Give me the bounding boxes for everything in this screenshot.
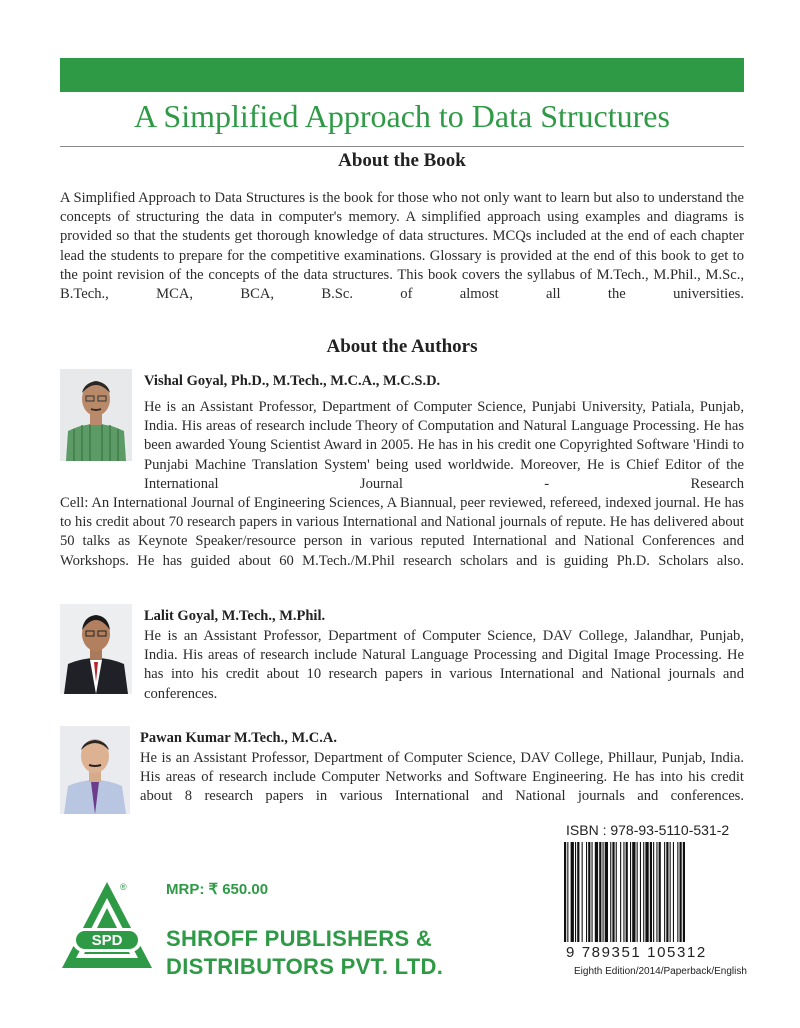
barcode-bar (680, 842, 682, 942)
barcode-bar (571, 842, 574, 942)
barcode-bar (577, 842, 579, 942)
barcode-bar (595, 842, 598, 942)
publisher-name-line1: SHROFF PUBLISHERS & (166, 926, 433, 951)
barcode-bar (626, 842, 628, 942)
about-book-text: A Simplified Approach to Data Structures is the book for those who not only want to learn but also to understand the concepts of structuring the data in computer's memory. A simplified approach using examples and diagrams is provided so that the students get thorough knowledge of data structures. MCQs included at the end of each chapter lead the students to prepare for the competitive examinations. Glossary is provided at the end of this book to get to the point revision of the concepts of the data structures. This book covers the syllabus of M.Tech., M.Phil., M.Sc., B.Tech., MCA, BCA, B.Sc. of almost all the universities. (60, 190, 744, 303)
barcode-digits: 9 789351 105312 (566, 944, 707, 961)
about-book-heading: About the Book (338, 150, 466, 171)
author-photo-lalit (60, 604, 132, 694)
barcode-bar (599, 842, 601, 942)
barcode-bar (656, 842, 657, 942)
barcode-bar (659, 842, 661, 942)
isbn-label: ISBN : 978-93-5110-531-2 (566, 822, 730, 838)
barcode-bar (586, 842, 587, 942)
barcode-bar (683, 842, 685, 942)
barcode-bar (616, 842, 617, 942)
author-1-portrait-icon (60, 369, 132, 461)
author-bio-vishal-part2: Cell: An International Journal of Engineering Sciences, A Biannual, peer reviewed, refereed, indexed journal. He has to his credit about 70 research papers in various International and National journals of repute. He has delivered about 50 talks as Keynote Speaker/resource person in various reputed International and National Conferences and Workshops. He has guided about 60 M.Tech./M.Phil research scholars and is guiding Ph.D. Scholars also. (60, 495, 744, 569)
author-name-pawan: Pawan Kumar M.Tech., M.C.A. (140, 730, 337, 746)
about-authors-heading: About the Authors (326, 336, 478, 357)
author-photo-pawan (60, 726, 130, 814)
registered-mark: ® (120, 882, 127, 892)
author-photo-vishal (60, 369, 132, 461)
barcode-bar (567, 842, 568, 942)
barcode-icon (560, 842, 748, 946)
barcode-bar (575, 842, 576, 942)
price-label: MRP: ₹ 650.00 (166, 881, 269, 898)
author-bio-lalit: He is an Assistant Professor, Department of Computer Science, DAV College, Jalandhar, Punjab, India. His areas of research include Natural Language Processing and Digital Image Processing. He has into his credit about 10 research papers in various International and National journals and conferences. (144, 628, 744, 702)
barcode-bar (637, 842, 638, 942)
barcode-bar (673, 842, 674, 942)
barcode-bar (603, 842, 604, 942)
barcode-bar (650, 842, 652, 942)
barcode-bar (643, 842, 644, 942)
barcode-bar (670, 842, 671, 942)
author-bio-vishal-part1: He is an Assistant Professor, Department of Computer Science, Punjabi University, Patiala, Punjab, India. His areas of research include Theory of Computation and Natural Language Processing. He has been awarded Young Scientist Award in 2005. He has in his credit one Copyrighted Software 'Hindi to Punjabi Machine Translation System' being used worldwide. Moreover, He is Chief Editor of the International Journal - Research (144, 399, 744, 492)
title-divider (60, 146, 744, 147)
author-bio-pawan: He is an Assistant Professor, Department of Computer Science, DAV College, Phillaur, Punjab, India. His areas of research include Computer Networks and Software Engineering. He has into his credit about 8 research papers in various International and National journals and conferences. (140, 750, 744, 805)
author-name-vishal: Vishal Goyal, Ph.D., M.Tech., M.C.A., M.C.S.D. (144, 373, 441, 389)
barcode-bar (564, 842, 566, 942)
barcode-bar (677, 842, 678, 942)
barcode-bar (610, 842, 611, 942)
top-green-bar (60, 58, 744, 92)
logo-text: SPD (91, 932, 123, 949)
author-2-portrait-icon (60, 604, 132, 694)
barcode-bar (666, 842, 668, 942)
barcode-bar (592, 842, 593, 942)
barcode-bar (645, 842, 648, 942)
spd-logo-icon (58, 878, 156, 972)
book-title: A Simplified Approach to Data Structures (134, 98, 670, 134)
barcode-bar (640, 842, 641, 942)
barcode-bar (612, 842, 614, 942)
barcode-bar (630, 842, 631, 942)
author-3-portrait-icon (60, 726, 130, 814)
barcode-bar (653, 842, 654, 942)
barcode-bar (582, 842, 583, 942)
barcode-bar (664, 842, 665, 942)
publisher-name-line2: DISTRIBUTORS PVT. LTD. (166, 954, 444, 979)
author-name-lalit: Lalit Goyal, M.Tech., M.Phil. (144, 608, 326, 624)
barcode-bar (620, 842, 621, 942)
barcode-bar (588, 842, 590, 942)
edition-info: Eighth Edition/2014/Paperback/English (574, 966, 747, 977)
barcode-bar (623, 842, 624, 942)
barcode-bar (605, 842, 608, 942)
barcode-bar (632, 842, 635, 942)
